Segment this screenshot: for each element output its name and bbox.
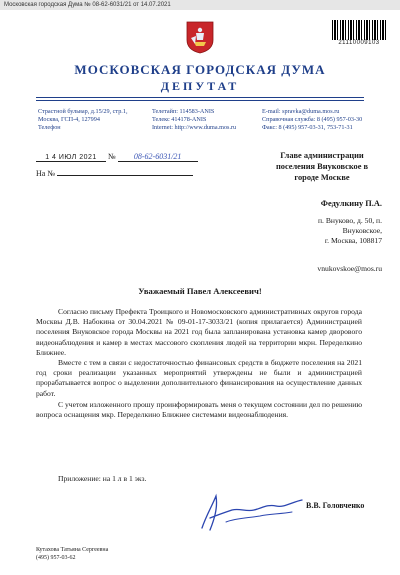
header-bar: Московская городская Дума № 08-62-6031/21 от 14.07.2021 <box>0 0 400 10</box>
executor-phone: (495) 957-03-62 <box>36 555 76 561</box>
addressee-line: поселения Внуковское в <box>275 162 369 171</box>
signer-name: В.В. Головченко <box>306 501 365 510</box>
org-name: МОСКОВСКАЯ ГОРОДСКАЯ ДУМА <box>74 62 326 77</box>
contact-line: Телетайп: 114583-ANIS <box>152 108 215 115</box>
contacts-address <box>38 108 148 132</box>
salutation: Уважаемый Павел Алексеевич! <box>138 286 262 296</box>
addressee-line: Главе администрации <box>280 151 364 160</box>
recipient-address <box>262 216 382 246</box>
attachment-note: Приложение: на 1 л в 1 экз. <box>58 474 147 483</box>
contacts-teletype <box>152 108 252 132</box>
paragraph-3: С учетом изложенного прошу проинформировать меня о текущем состоянии дел по решению вопроса оснащения мкр. Переделкино Ближнее системами видеонаблюдения. <box>36 400 362 420</box>
reference-blank <box>57 175 193 176</box>
address-line: г. Москва, 108817 <box>324 236 382 245</box>
contact-line: Телефон <box>38 124 61 131</box>
addressee-line: городе Москве <box>294 173 350 182</box>
contact-line: Москва, ГСП-4, 127994 <box>38 116 100 123</box>
reference-label: На № <box>36 169 55 178</box>
letter-number: 08-62-6031/21 <box>118 152 198 162</box>
executor-info <box>36 546 108 562</box>
barcode-bars <box>332 20 386 40</box>
contact-line: Факс: 8 (495) 957-03-31, 753-71-31 <box>262 124 353 131</box>
header-rule-bottom <box>36 100 364 101</box>
barcode-number: 21110009103 <box>338 40 380 46</box>
recipient-email: vnukovskoe@mos.ru <box>317 264 382 273</box>
contact-line: Internet: http://www.duma.mos.ru <box>152 124 237 131</box>
contact-line: Справочная служба: 8 (495) 957-03-30 <box>262 116 363 123</box>
org-sub: ДЕПУТАТ <box>160 79 240 93</box>
number-sign: № <box>108 152 116 161</box>
reference-line <box>36 169 193 178</box>
letter-date: 1 4 ИЮЛ 2021 <box>36 154 106 162</box>
contact-line: Страстной бульвар, д.15/29, стр.1, <box>38 108 128 115</box>
executor-name: Кутахова Татьяна Сергеевна <box>36 547 109 553</box>
address-line: Внуковское, <box>342 226 382 235</box>
contact-line: Телекс 414178-ANIS <box>152 116 207 123</box>
paragraph-2: Вместе с тем в связи с недостаточностью финансовых средств в бюджете поселения на 2021 год сроки реализации указанных мероприятий утверждены не были и администрацией прорабатывается вопрос о выделении дополнительного финансирования на осуществление данных работ. <box>36 358 362 398</box>
date-line <box>36 152 198 162</box>
handwritten-signature <box>196 488 308 534</box>
header-rule-top <box>36 97 364 98</box>
contacts-email <box>262 108 392 132</box>
addressee <box>262 150 382 183</box>
barcode <box>332 20 386 48</box>
paragraph-1: Согласно письму Префекта Троицкого и Новомосковского административных округов города Москвы Д.В. Набокина от 30.04.2021 № 09-01-17-3033/21 (копия прилагается) Администрацией поселения Внуковское города Москвы на 2021 год была запланирована установка камер дворового видеонаблюдения и камер в местах массового скопления людей на территории мкрн. Переделкино Ближнее. <box>36 307 362 357</box>
address-line: п. Внуково, д. 50, п. <box>317 216 382 225</box>
moscow-emblem-icon <box>185 20 215 54</box>
recipient-name: Федулкину П.А. <box>320 199 382 208</box>
contact-line: E-mail: spravka@duma.mos.ru <box>262 108 340 115</box>
